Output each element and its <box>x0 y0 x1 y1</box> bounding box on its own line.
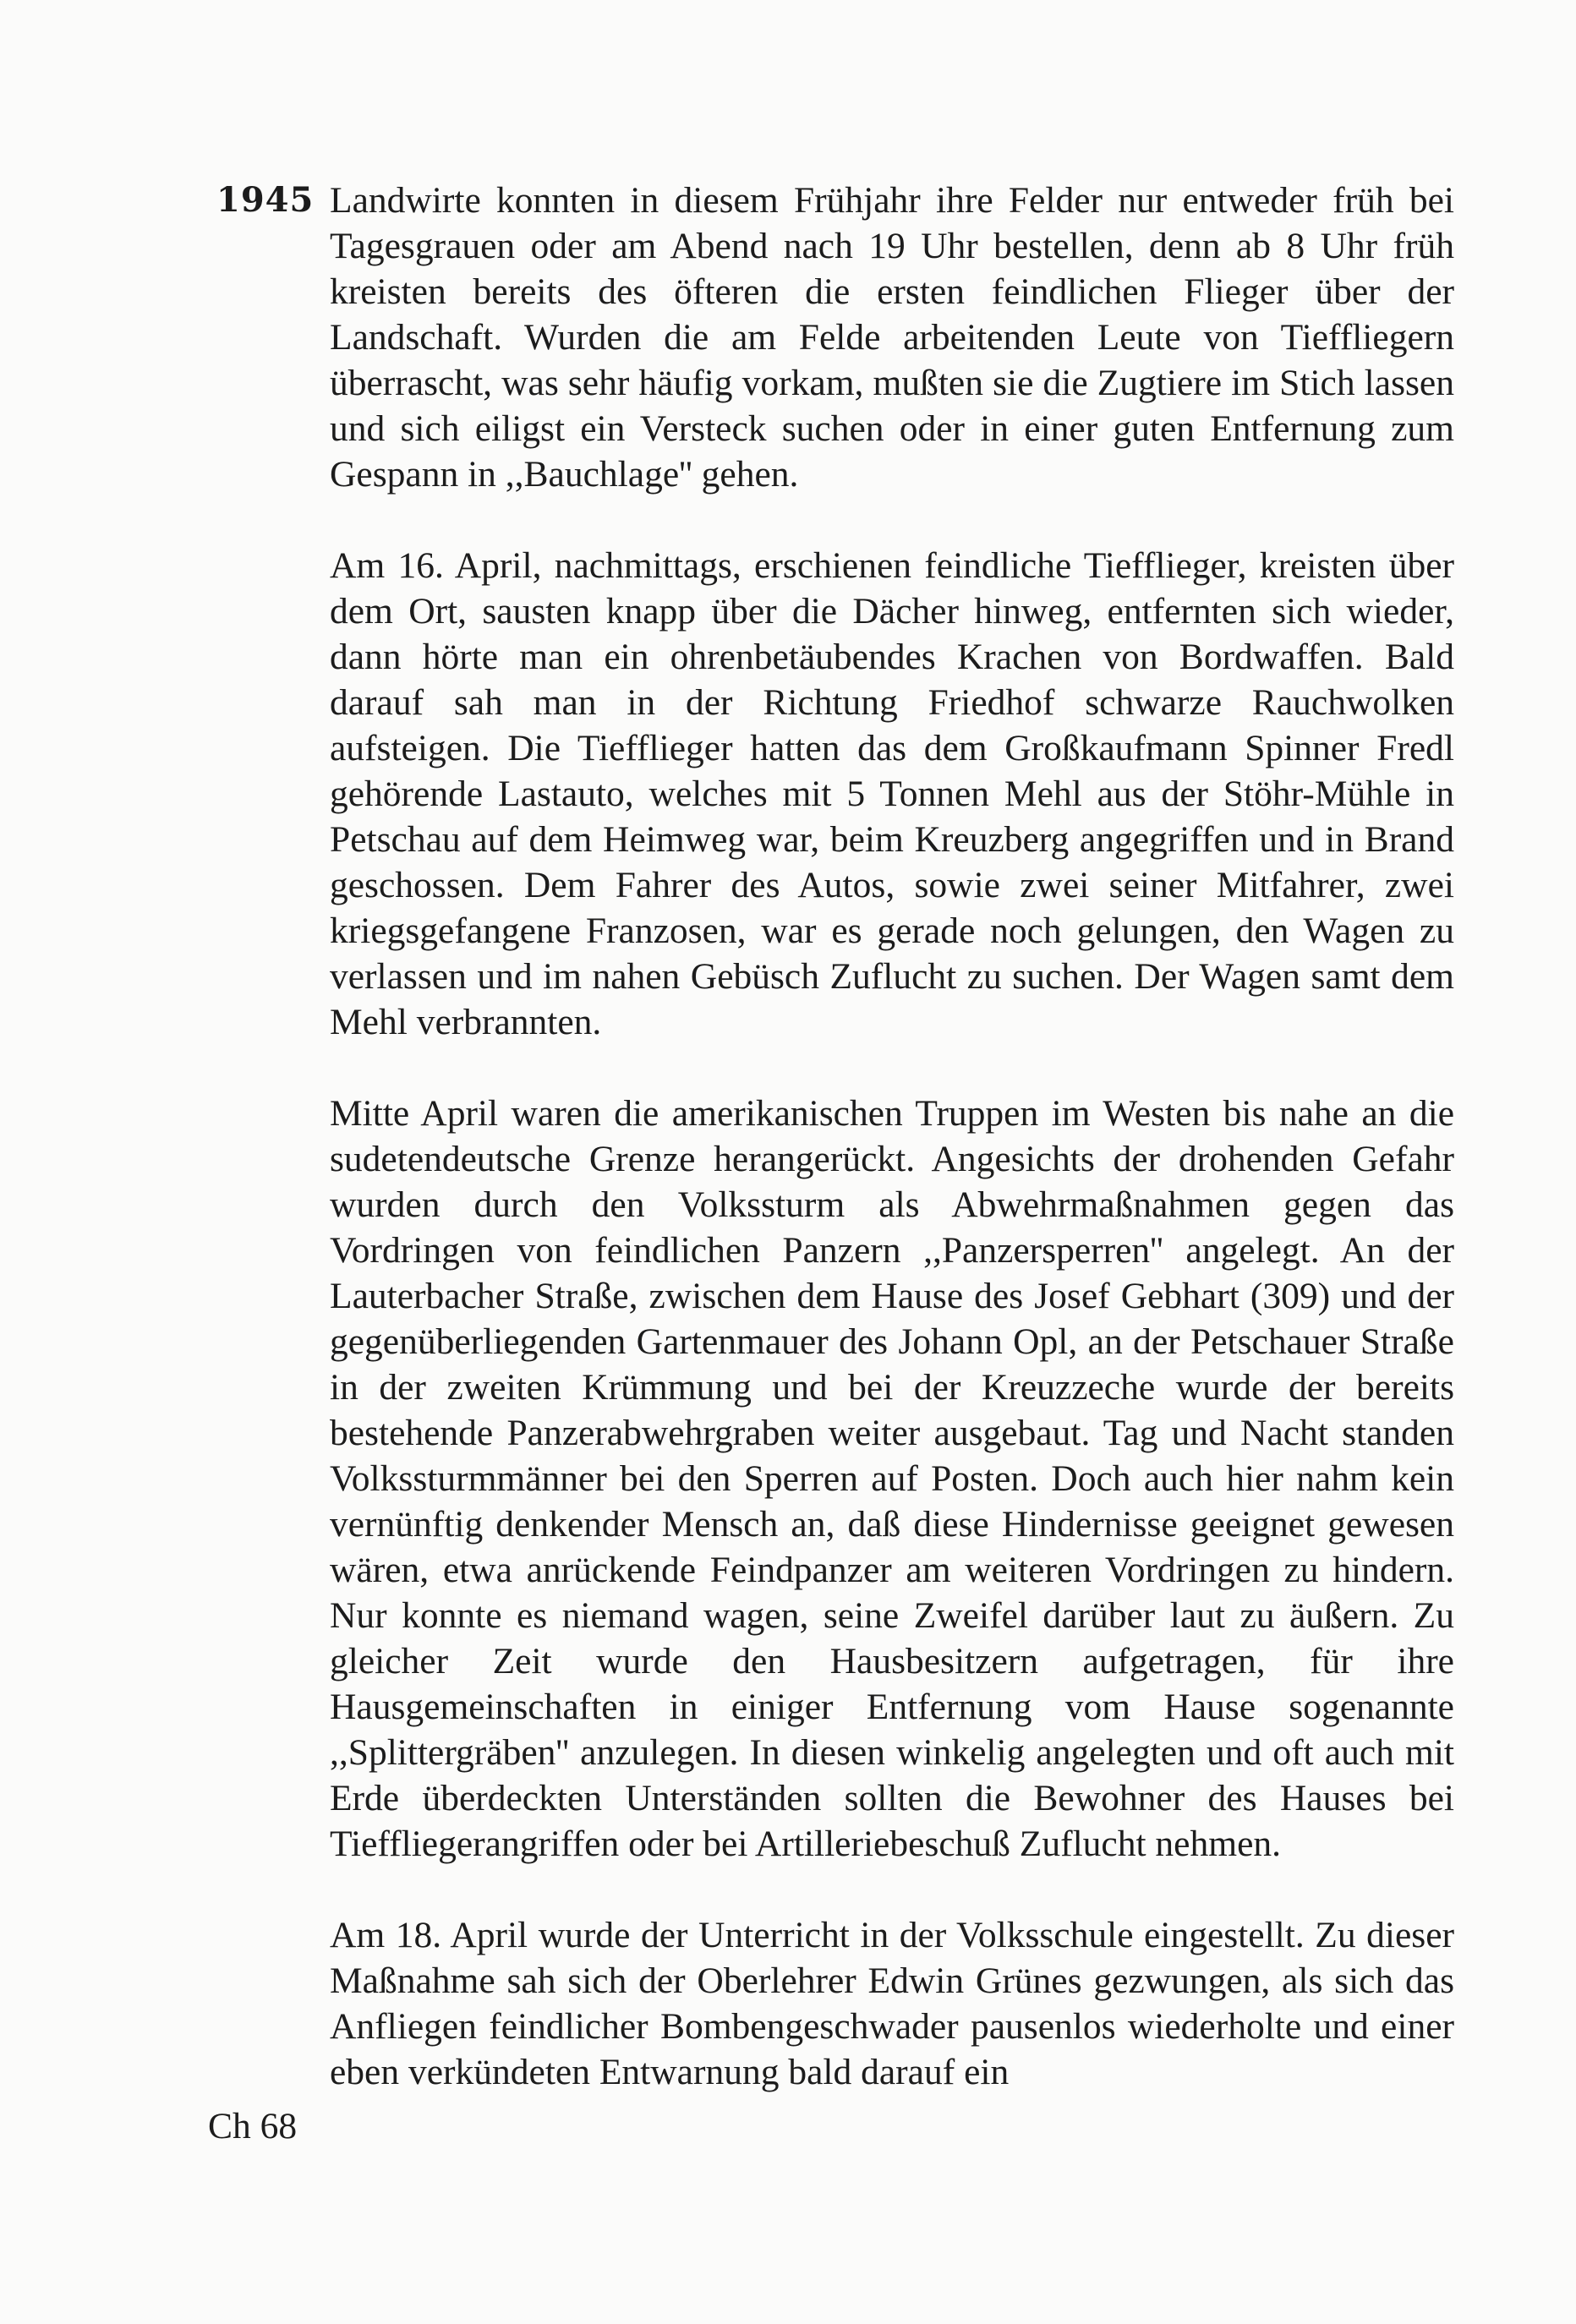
paragraph-1: Landwirte konnten in diesem Frühjahr ihre Felder nur entweder früh bei Tagesgrauen oder am Abend nach 19 Uhr bestellen, denn ab 8 Uhr früh kreisten bereits des öfteren die ersten feindlichen Flieger über der Landschaft. Wurden die am Felde arbeitenden Leute von Tieffliegern überrascht, was sehr häufig vorkam, mußten sie die Zugtiere im Stich lassen und sich eiligst ein Versteck suchen oder in einer guten Entfernung zum Gespann in ,,Bauchlage'' gehen. <box>330 180 1454 495</box>
paragraph-3: Mitte April waren die amerikanischen Truppen im Westen bis nahe an die sudetendeutsche Grenze herangerückt. Angesichts der drohenden Gefahr wurden durch den Volkssturm als Abwehrmaßnahmen gegen das Vordringen von feindlichen Panzern ,,Panzersperren'' angelegt. An der Lauterbacher Straße, zwischen dem Hause des Josef Gebhart (309) und der gegenüberliegenden Gartenmauer des Johann Opl, an der Petschauer Straße in der zweiten Krümmung und bei der Kreuzzeche wurde der bereits bestehende Panzerabwehrgraben weiter ausgebaut. Tag und Nacht standen Volkssturmmänner bei den Sperren auf Posten. Doch auch hier nahm kein vernünftig denkender Mensch an, daß diese Hindernisse geeignet gewesen wären, etwa anrückende Feindpanzer am weiteren Vordringen zu hindern. Nur konnte es niemand wagen, seine Zweifel darüber laut zu äußern. Zu gleicher Zeit wurde den Hausbesitzern aufgetragen, für ihre Hausgemeinschaften in einiger Entfernung vom Hause sogenannte ,,Splittergräben'' anzulegen. In diesen winkelig angelegten und oft auch mit Erde überdeckten Unterständen sollten die Bewohner des Hauses bei Tieffliegerangriffen oder bei Artilleriebeschuß Zuflucht nehmen. <box>330 1093 1454 1864</box>
year-heading: 1945 <box>216 180 315 220</box>
paragraph-4: Am 18. April wurde der Unterricht in der Volksschule eingestellt. Zu dieser Maßnahme sah sich der Oberlehrer Edwin Grünes gezwungen, als sich das Anfliegen feindlicher Bombengeschwader pausenlos wiederholte und einer eben verkündeten Entwarnung bald darauf ein <box>330 1915 1454 2092</box>
page-number: Ch 68 <box>208 2106 298 2146</box>
paragraph-2: Am 16. April, nachmittags, erschienen feindliche Tiefflieger, kreisten über dem Ort, sausten knapp über die Dächer hinweg, entfernten sich wieder, dann hörte man ein ohrenbetäubendes Krachen von Bordwaffen. Bald darauf sah man in der Richtung Friedhof schwarze Rauchwolken aufsteigen. Die Tiefflieger hatten das dem Großkaufmann Spinner Fredl gehörende Lastauto, welches mit 5 Tonnen Mehl aus der Stöhr-Mühle in Petschau auf dem Heimweg war, beim Kreuzberg angegriffen und in Brand geschossen. Dem Fahrer des Autos, sowie zwei seiner Mitfahrer, zwei kriegsgefangene Franzosen, war es gerade noch gelungen, den Wagen zu verlassen und im nahen Gebüsch Zuflucht zu suchen. Der Wagen samt dem Mehl verbrannten. <box>330 545 1454 1042</box>
body-text <box>330 178 1454 2095</box>
